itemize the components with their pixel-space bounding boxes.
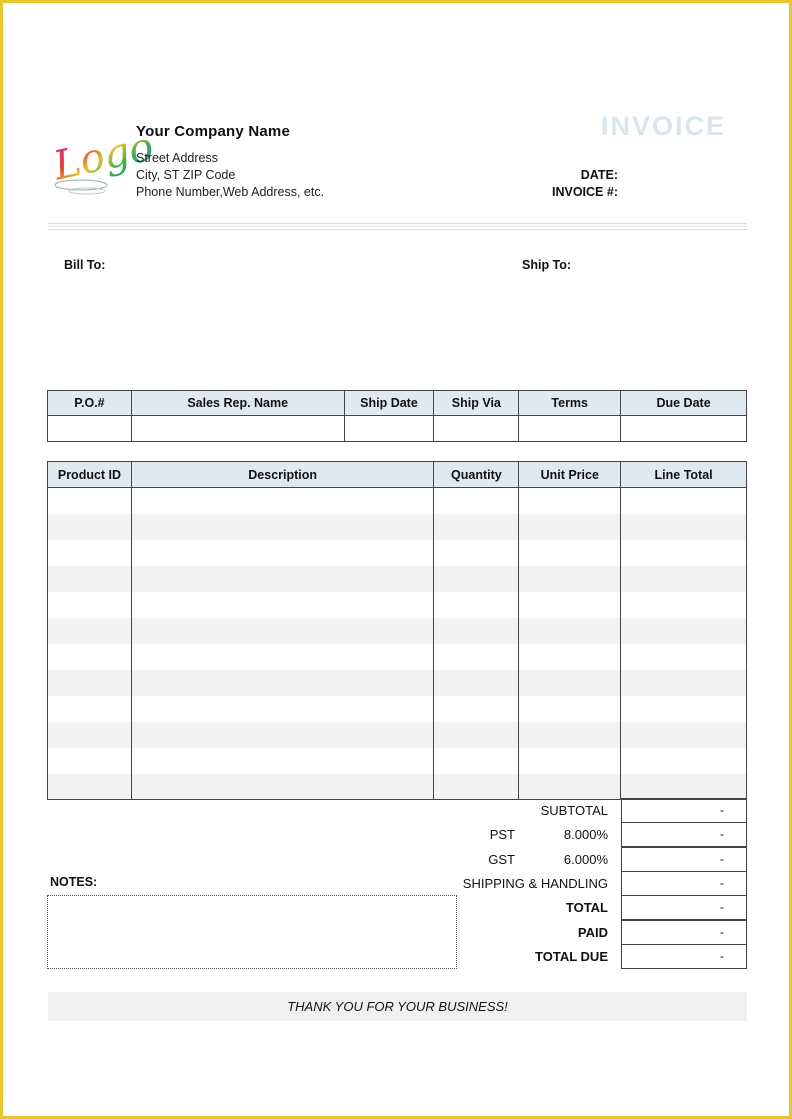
notes-field[interactable] (47, 895, 457, 969)
unit-price-header: Unit Price (519, 462, 621, 488)
sales-rep-header: Sales Rep. Name (131, 391, 344, 416)
header-divider (48, 223, 747, 224)
description-cell[interactable] (131, 618, 434, 644)
description-cell[interactable] (131, 540, 434, 566)
quantity-cell[interactable] (434, 540, 519, 566)
item-row (48, 774, 747, 800)
total-label: TOTAL (565, 900, 608, 915)
line-total-cell[interactable] (621, 748, 747, 774)
ship-via-cell[interactable] (434, 416, 519, 442)
line-total-cell[interactable] (621, 540, 747, 566)
ship-date-header: Ship Date (344, 391, 434, 416)
item-row (48, 488, 747, 514)
quantity-cell[interactable] (434, 722, 519, 748)
subtotal-value[interactable]: - (621, 798, 747, 823)
description-cell[interactable] (131, 748, 434, 774)
pst-value[interactable]: - (621, 822, 747, 847)
line-total-cell[interactable] (621, 566, 747, 592)
product-id-cell[interactable] (48, 566, 132, 592)
description-cell[interactable] (131, 774, 434, 800)
unit-price-cell[interactable] (519, 592, 621, 618)
po-number-header: P.O.# (48, 391, 132, 416)
due-date-cell[interactable] (621, 416, 747, 442)
bill-to-label: Bill To: (64, 258, 106, 272)
order-info-table (47, 390, 747, 442)
quantity-cell[interactable] (434, 618, 519, 644)
total-due-value[interactable]: - (621, 944, 747, 969)
total-due-label: TOTAL DUE (535, 949, 608, 964)
unit-price-cell[interactable] (519, 748, 621, 774)
terms-header: Terms (519, 391, 621, 416)
line-total-cell[interactable] (621, 514, 747, 540)
unit-price-cell[interactable] (519, 774, 621, 800)
unit-price-cell[interactable] (519, 514, 621, 540)
header-divider-2 (48, 226, 747, 227)
quantity-cell[interactable] (434, 488, 519, 514)
street-address: Street Address (136, 151, 218, 165)
line-items-table (47, 461, 747, 800)
gst-label: GST (488, 852, 515, 867)
product-id-cell[interactable] (48, 774, 132, 800)
line-total-cell[interactable] (621, 696, 747, 722)
pst-label: PST (489, 827, 515, 842)
gst-rate[interactable]: 6.000% (563, 852, 608, 867)
description-cell[interactable] (131, 722, 434, 748)
items-body (48, 488, 747, 800)
notes-label: NOTES: (50, 875, 98, 889)
ship-date-cell[interactable] (344, 416, 434, 442)
terms-cell[interactable] (519, 416, 621, 442)
due-date-header: Due Date (621, 391, 747, 416)
description-cell[interactable] (131, 670, 434, 696)
description-header: Description (131, 462, 434, 488)
product-id-cell[interactable] (48, 618, 132, 644)
company-logo (47, 111, 158, 201)
product-id-cell[interactable] (48, 696, 132, 722)
quantity-header: Quantity (434, 462, 519, 488)
sales-rep-cell[interactable] (131, 416, 344, 442)
quantity-cell[interactable] (434, 696, 519, 722)
unit-price-cell[interactable] (519, 618, 621, 644)
product-id-cell[interactable] (48, 644, 132, 670)
shipping-label: SHIPPING & HANDLING (462, 876, 608, 891)
product-id-cell[interactable] (48, 514, 132, 540)
invoice-number-label: INVOICE #: (552, 185, 618, 199)
quantity-cell[interactable] (434, 566, 519, 592)
quantity-cell[interactable] (434, 644, 519, 670)
quantity-cell[interactable] (434, 774, 519, 800)
pst-rate[interactable]: 8.000% (563, 827, 608, 842)
item-row (48, 618, 747, 644)
ship-to-label: Ship To: (522, 258, 572, 272)
line-total-header: Line Total (621, 462, 747, 488)
items-header-row (48, 462, 747, 488)
paid-label: PAID (577, 925, 608, 940)
description-cell[interactable] (131, 566, 434, 592)
item-row (48, 644, 747, 670)
line-total-cell[interactable] (621, 488, 747, 514)
description-cell[interactable] (131, 488, 434, 514)
item-row (48, 592, 747, 618)
item-row (48, 566, 747, 592)
description-cell[interactable] (131, 592, 434, 618)
unit-price-cell[interactable] (519, 540, 621, 566)
city-state-zip: City, ST ZIP Code (136, 168, 236, 182)
line-total-cell[interactable] (621, 618, 747, 644)
thank-you-message: THANK YOU FOR YOUR BUSINESS! (48, 992, 747, 1021)
quantity-cell[interactable] (434, 748, 519, 774)
product-id-cell[interactable] (48, 540, 132, 566)
subtotal-label: SUBTOTAL (540, 803, 608, 818)
total-value[interactable]: - (621, 895, 747, 920)
description-cell[interactable] (131, 644, 434, 670)
product-id-header: Product ID (48, 462, 132, 488)
unit-price-cell[interactable] (519, 696, 621, 722)
product-id-cell[interactable] (48, 488, 132, 514)
description-cell[interactable] (131, 696, 434, 722)
contact-info: Phone Number,Web Address, etc. (136, 185, 325, 199)
line-total-cell[interactable] (621, 722, 747, 748)
po-number-cell[interactable] (48, 416, 132, 442)
unit-price-cell[interactable] (519, 722, 621, 748)
quantity-cell[interactable] (434, 514, 519, 540)
unit-price-cell[interactable] (519, 488, 621, 514)
company-name: Your Company Name (136, 123, 290, 140)
quantity-cell[interactable] (434, 670, 519, 696)
unit-price-cell[interactable] (519, 670, 621, 696)
product-id-cell[interactable] (48, 670, 132, 696)
item-row (48, 514, 747, 540)
logo-wordmark: Logo (49, 123, 158, 190)
shipping-value[interactable]: - (621, 871, 747, 896)
header-divider-3 (48, 229, 747, 230)
item-row (48, 670, 747, 696)
date-label: DATE: (580, 168, 618, 182)
invoice-title: INVOICE (601, 111, 727, 141)
line-total-cell[interactable] (621, 592, 747, 618)
ship-via-header: Ship Via (434, 391, 519, 416)
item-row (48, 540, 747, 566)
item-row (48, 696, 747, 722)
item-row (48, 722, 747, 748)
description-cell[interactable] (131, 514, 434, 540)
line-total-cell[interactable] (621, 774, 747, 800)
line-total-cell[interactable] (621, 670, 747, 696)
order-value-row (48, 416, 747, 442)
product-id-cell[interactable] (48, 722, 132, 748)
quantity-cell[interactable] (434, 592, 519, 618)
gst-value[interactable]: - (621, 847, 747, 872)
product-id-cell[interactable] (48, 592, 132, 618)
line-total-cell[interactable] (621, 644, 747, 670)
unit-price-cell[interactable] (519, 644, 621, 670)
product-id-cell[interactable] (48, 748, 132, 774)
item-row (48, 748, 747, 774)
order-header-row (48, 391, 747, 416)
unit-price-cell[interactable] (519, 566, 621, 592)
paid-value[interactable]: - (621, 920, 747, 945)
